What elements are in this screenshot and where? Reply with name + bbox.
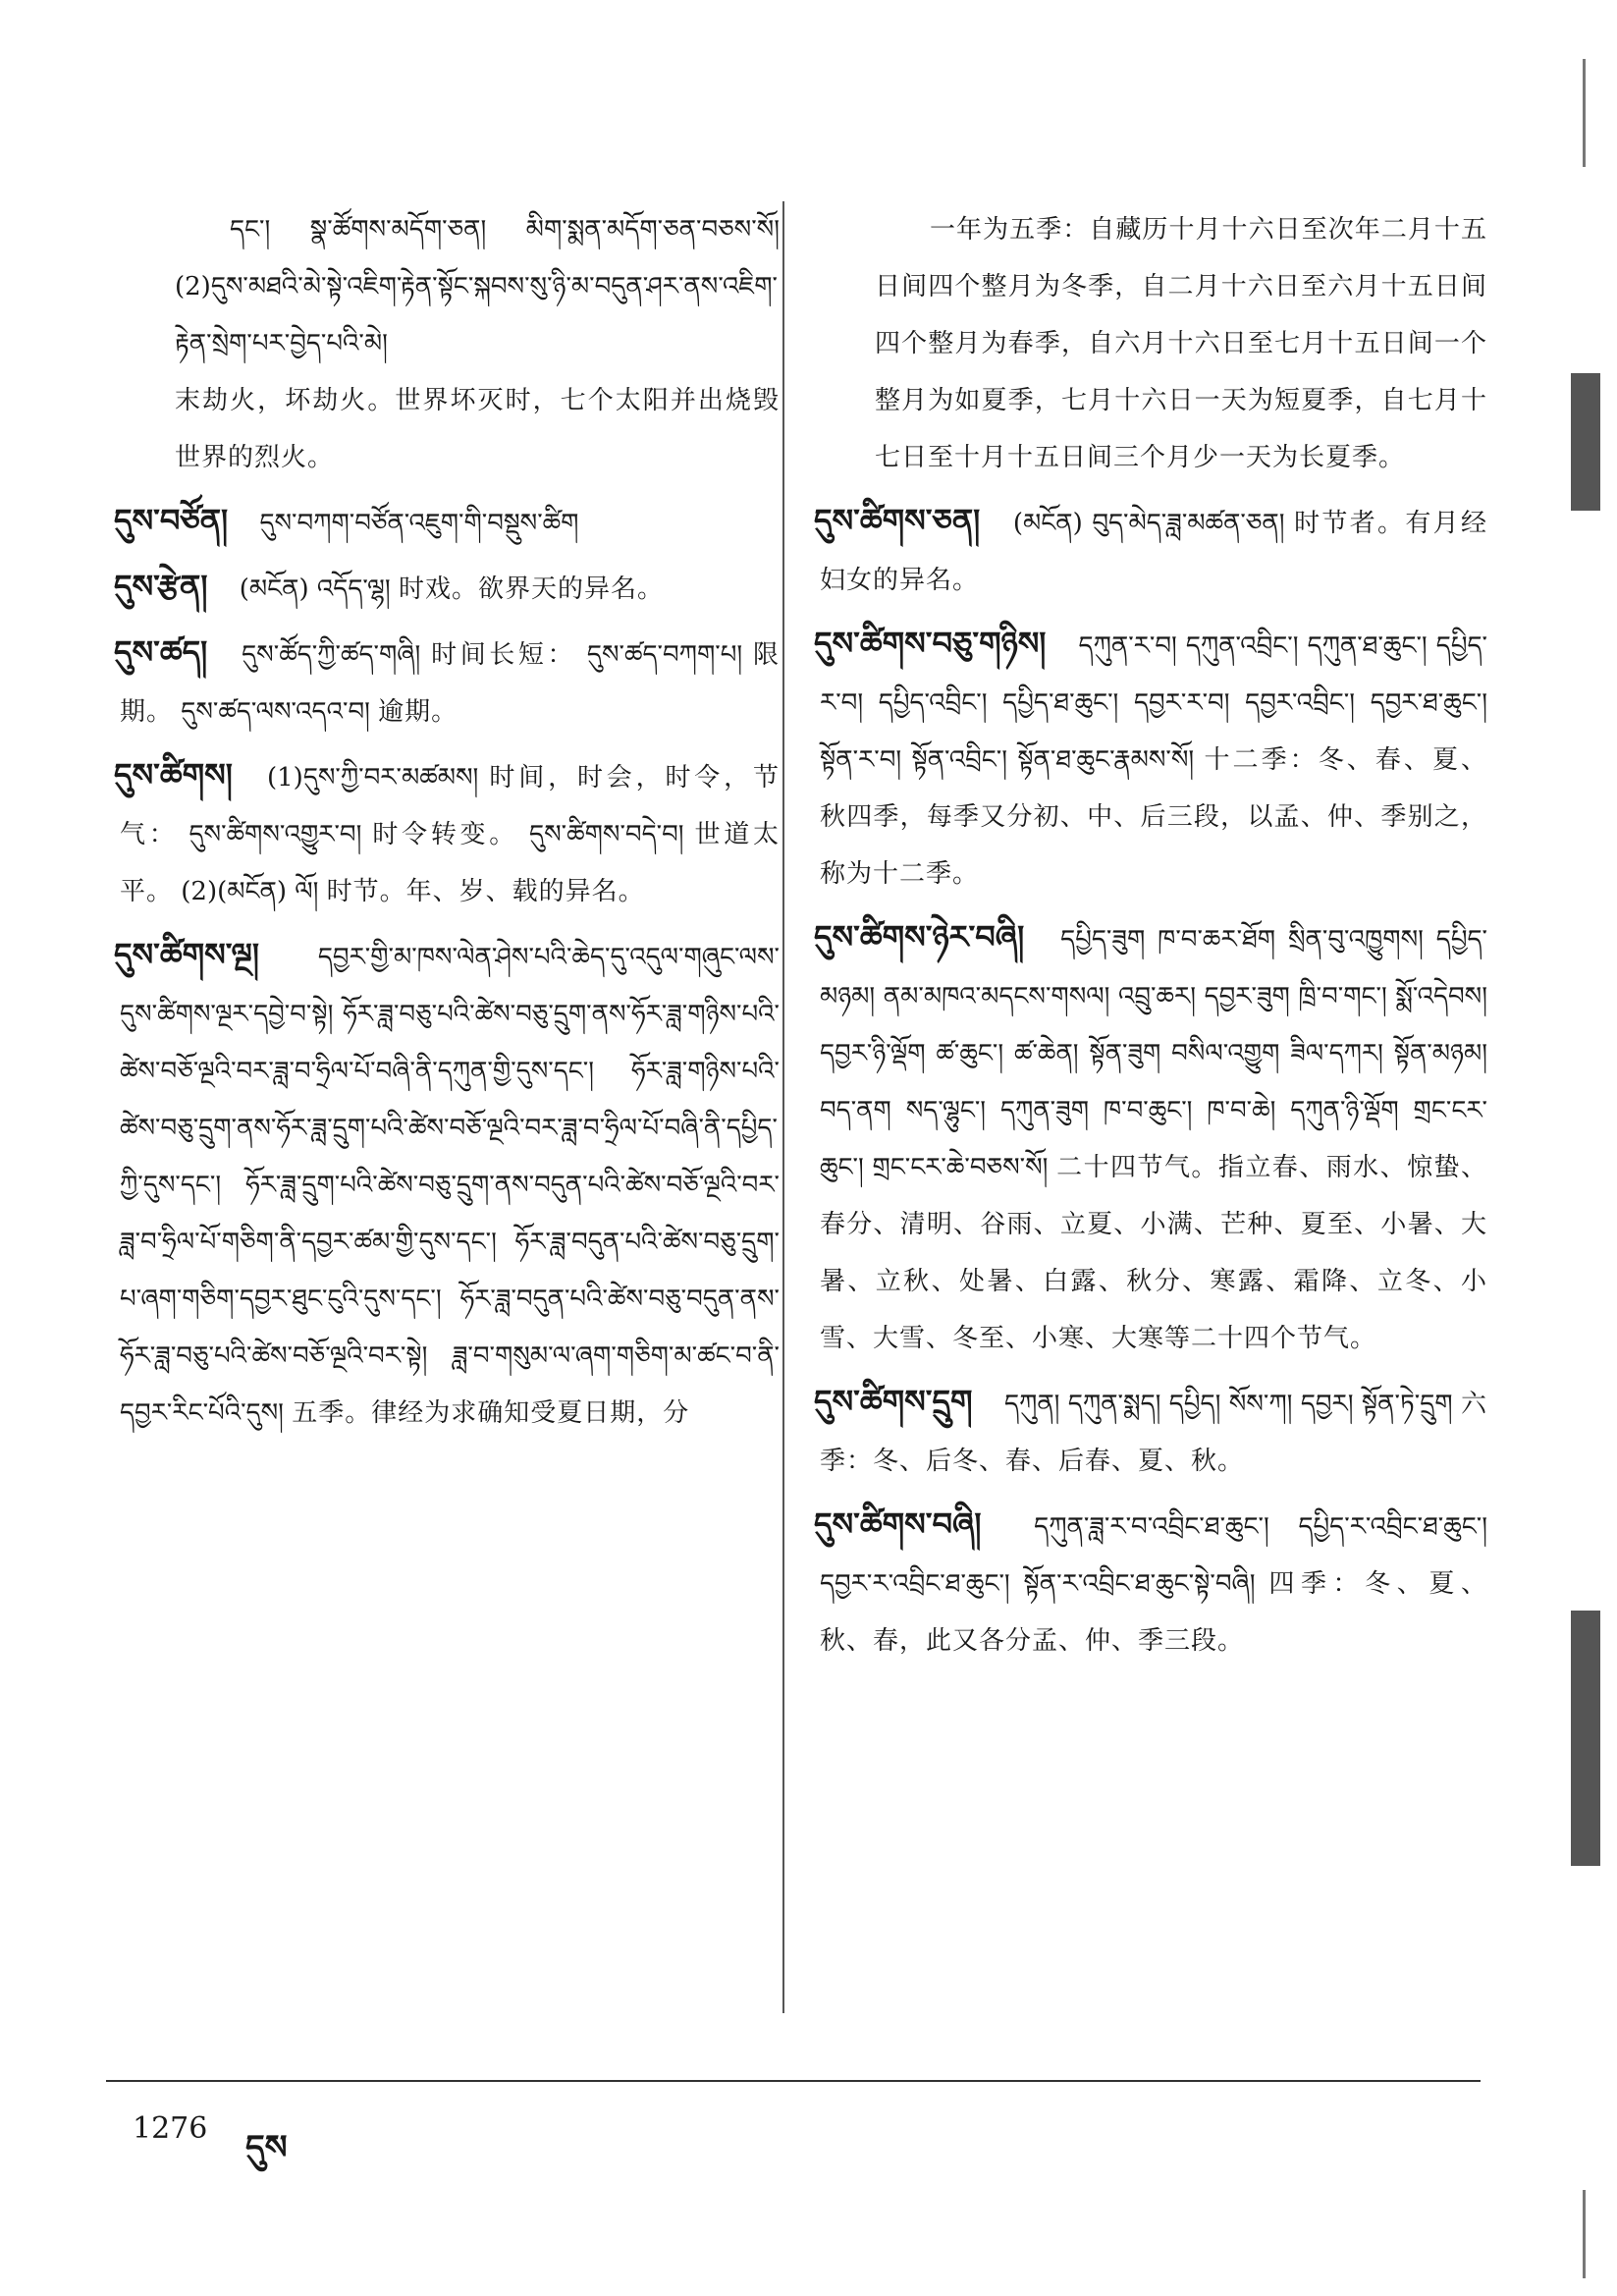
entry-continuation <box>820 201 1487 486</box>
scan-edge-mark <box>1571 373 1600 511</box>
headword: དུས་བཙོན། <box>114 502 229 539</box>
left-column <box>114 201 781 1448</box>
entry <box>814 908 1487 1367</box>
entry <box>114 558 780 618</box>
entry <box>114 492 780 552</box>
entry <box>814 1373 1488 1490</box>
scan-edge-mark <box>1571 1611 1600 1866</box>
entry-chinese: 末劫火，坏劫火。世界坏灭时，七个太阳并出烧毁世界的烈火。 <box>175 386 780 472</box>
entry-chinese: 十二季：冬、春、夏、秋四季，每季又分初、中、后三段，以孟、仲、季别之，称为十二季。 <box>820 745 1488 889</box>
entry-tibetan: དཀུན་ར་བ། དཀུན་འབྲིང་། དཀུན་ཐ་ཆུང་། དཔྱིད་ར་བ། དཔྱིད་འབྲིང་། དཔྱིད་ཐ་ཆུང་། དབྱར་ར་བ། དབྱར་འབྲིང་། དབྱར་ཐ་ཆུང་། སྟོན་ར་བ། སྟོན་འབྲིང་། སྟོན་ཐ་ཆུང་རྣམས་སོ། <box>820 631 1488 775</box>
entry-tibetan: དུས་བཀག་བཙོན་འཇུག་གི་བསྡུས་ཚིག <box>259 509 579 538</box>
headword: དུས་རྩེན། <box>114 568 208 605</box>
example-tibetan: དུས་ཚད་ལས་འདའ་བ། <box>181 697 370 727</box>
example-chinese: 时令转变。 <box>372 820 519 849</box>
entry-tibetan: དང་། སྣ་ཚོགས་མདོག་ཅན། མིག་སྨན་མདོག་ཅན་བཅས་སོ། (2)དུས་མཐའི་མེ་སྟེ་འཇིག་རྟེན་སྟོང་སྐབས་སུ་ཉི་མ་བདུན་ཤར་ནས་འཇིག་རྟེན་སྲེག་པར་བྱེད་པའི་མེ། <box>175 215 780 358</box>
example-chinese: 时节。年、岁、载的异名。 <box>326 877 645 906</box>
entry-chinese: 六季：冬、后冬、春、后春、夏、秋。 <box>820 1390 1488 1476</box>
scan-edge-mark <box>1583 59 1586 167</box>
entry-chinese: 一年为五季：自藏历十月十六日至次年二月十五日间四个整月为冬季，自二月十六日至六月十五日间四个整月为春季，自六月十六日至七月十五日间一个整月为如夏季，七月十六日一天为短夏季，自七月十七日至十月十五日间三个月少一天为长夏季。 <box>875 215 1487 472</box>
entry-tibetan: དཀུན། དཀུན་སྨད། དཔྱིད། སོས་ཀ། དབྱར། སྟོན་ཏེ་དྲུག <box>1003 1390 1453 1419</box>
entry-chinese: 时间，时会，时令，节气： <box>120 763 780 849</box>
footer-rule <box>106 2080 1481 2082</box>
entry <box>814 1496 1487 1669</box>
entry-chinese: 四季：冬、夏、秋、春，此又各分孟、仲、季三段。 <box>820 1569 1487 1656</box>
example-chinese: 限期。 <box>120 640 781 727</box>
page-number: 1276 <box>133 2111 208 2146</box>
entry <box>814 615 1488 902</box>
headword: དུས་ཚིགས་ཅན། <box>814 502 981 539</box>
entry-chinese: 二十四节气。指立春、雨水、惊蛰、春分、清明、谷雨、立夏、小满、芒种、夏至、小暑、大暑、立秋、处暑、白露、秋分、寒露、霜降、立冬、小雪、大雪、冬至、小寒、大寒等二十四个节气。 <box>820 1153 1487 1353</box>
entry-tibetan: དཔྱིད་ཟུག ཁ་བ་ཆར་ཐོག སྲིན་བུ་འཁྱུགས། དཔྱིད་མཉམ། ནམ་མཁའ་མདངས་གསལ། འབྲུ་ཆར། དབྱར་ཟུག ཁྲི་བ་གང་། སྨོ་འདེབས། དབྱར་ཉི་ལྡོག ཚ་ཆུང་། ཚ་ཆེན། སྟོན་ཟུག བསིལ་འགྱུག ཟིལ་དཀར། སྟོན་མཉམ། བད་ནག སད་ལྷུང་། དཀུན་ཟུག ཁ་བ་ཆུང་། ཁ་བ་ཆེ། དཀུན་ཉི་ལྡོག གྲང་ངར་ཆུང་། གྲང་ངར་ཆེ་བཅས་སོ། <box>820 925 1487 1182</box>
headword: དུས་ཚིགས་དྲུག <box>814 1383 973 1420</box>
example-tibetan: དུས་ཚིགས་བདེ་བ། <box>529 820 684 849</box>
entry <box>114 746 780 920</box>
entry <box>114 624 781 740</box>
right-column <box>814 201 1488 1675</box>
example-chinese: 逾期。 <box>378 697 458 727</box>
entry-chinese: 时间长短： <box>431 640 577 670</box>
headword: དུས་ཚིགས་བཞི། <box>814 1505 982 1543</box>
entry-chinese: 时戏。欲界天的异名。 <box>398 574 664 604</box>
example-chinese: 世道太平。 <box>120 820 780 906</box>
running-head: དུས <box>245 2128 288 2167</box>
scan-edge-mark <box>1583 2190 1586 2278</box>
headword: དུས་ཚིགས་བཅུ་གཉིས། <box>814 625 1047 662</box>
example-tibetan: དུས་ཚད་བཀག་པ། <box>586 640 743 670</box>
entry-continuation <box>120 201 780 486</box>
entry-tibetan: དཀུན་ཟླ་ར་བ་འབྲིང་ཐ་ཆུང་། དཔྱིད་ར་འབྲིང་ཐ་ཆུང་། དབྱར་ར་འབྲིང་ཐ་ཆུང་། སྟོན་ར་འབྲིང་ཐ་ཆུང་སྟེ་བཞི། <box>820 1512 1487 1599</box>
headword: དུས་ཚིགས། <box>114 756 233 793</box>
column-divider <box>782 201 784 2013</box>
entry-tibetan: དུས་ཚོད་ཀྱི་ཚད་གཞི། <box>242 640 421 670</box>
entry-chinese: 五季。律经为求确知受夏日期，分 <box>292 1398 690 1428</box>
entry-tibetan: (མངོན) བུད་མེད་ཟླ་མཚན་ཅན། <box>1012 509 1285 538</box>
entry-tibetan: (1)དུས་ཀྱི་བར་མཚམས། <box>266 763 479 793</box>
example-tibetan: (2)(མངོན) ལོ། <box>181 877 319 906</box>
headword: དུས་ཚད། <box>114 633 208 671</box>
entry <box>814 492 1487 609</box>
entry <box>114 926 780 1442</box>
entry-tibetan: (མངོན) འདོད་ལྷ། <box>239 574 391 604</box>
entry-chinese: 时节者。有月经妇女的异名。 <box>820 509 1487 595</box>
headword: དུས་ཚིགས་ཉེར་བཞི། <box>814 918 1025 956</box>
example-tibetan: དུས་ཚིགས་འགྱུར་བ། <box>189 820 362 849</box>
entry-tibetan: དབྱར་གྱི་མ་ཁས་ལེན་ཤེས་པའི་ཆེད་དུ་འདུལ་གཞུང་ལས་དུས་ཚིགས་ལྔར་དབྱེ་བ་སྟེ། ཧོར་ཟླ་བཅུ་པའི་ཚེས་བཅུ་དྲུག་ནས་ཧོར་ཟླ་གཉིས་པའི་ཚེས་བཅོ་ལྔའི་བར་ཟླ་བ་ཧྲིལ་པོ་བཞི་ནི་དཀུན་གྱི་དུས་དང་། ཧོར་ཟླ་གཉིས་པའི་ཚེས་བཅུ་དྲུག་ནས་ཧོར་ཟླ་དྲུག་པའི་ཚེས་བཅོ་ལྔའི་བར་ཟླ་བ་ཧྲིལ་པོ་བཞི་ནི་དཔྱིད་ཀྱི་དུས་དང་། ཧོར་ཟླ་དྲུག་པའི་ཚེས་བཅུ་དྲུག་ནས་བདུན་པའི་ཚེས་བཅོ་ལྔའི་བར་ཟླ་བ་ཧྲིལ་པོ་གཅིག་ནི་དབྱར་ཚམ་གྱི་དུས་དང་། ཧོར་ཟླ་བདུན་པའི་ཚེས་བཅུ་དྲུག་པ་ཞག་གཅིག་དབྱར་ཐུང་ངུའི་དུས་དང་། ཧོར་ཟླ་བདུན་པའི་ཚེས་བཅུ་བདུན་ནས་ཧོར་ཟླ་བཅུ་པའི་ཚེས་བཅོ་ལྔའི་བར་སྟེ། ཟླ་བ་གསུམ་ལ་ཞག་གཅིག་མ་ཚང་བ་ནི་དབྱར་རིང་པོའི་དུས། <box>120 943 780 1428</box>
headword: དུས་ཚིགས་ལྔ། <box>114 936 259 973</box>
